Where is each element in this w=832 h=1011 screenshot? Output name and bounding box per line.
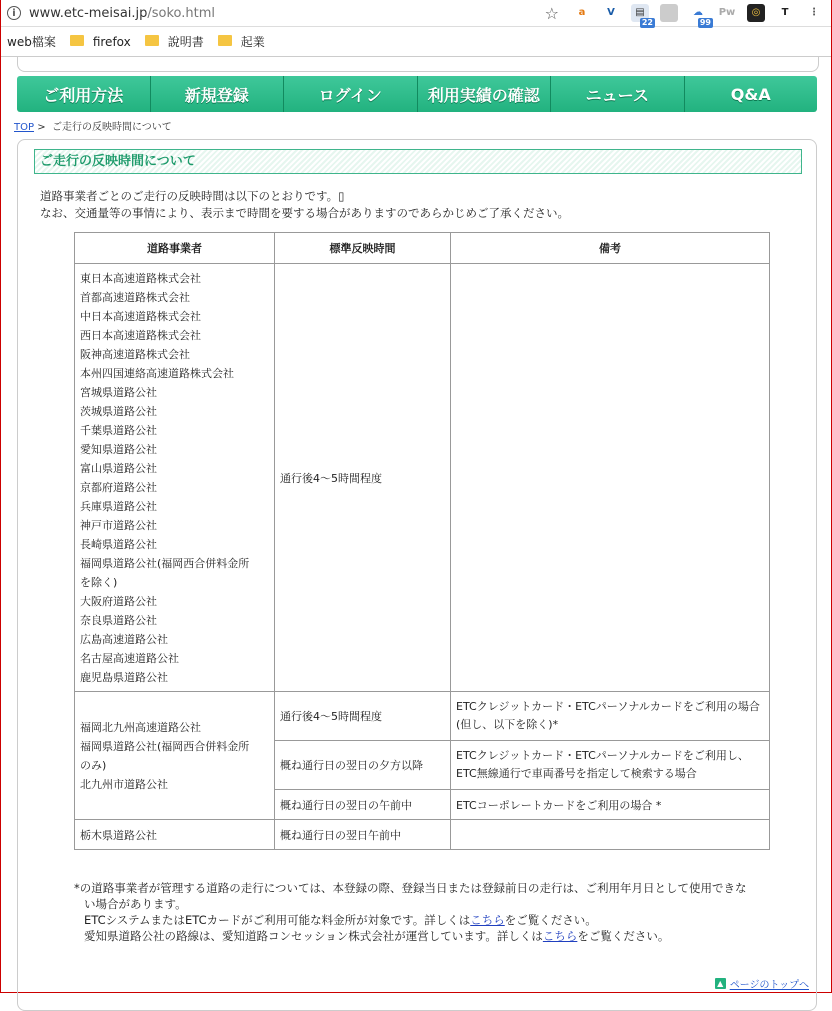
operators-cell: [75, 264, 275, 692]
operator-cell: 栃木県道路公社: [75, 820, 275, 850]
intro-line-2: なお、交通量等の事情により、表示まで時間を要する場合がありますのであらかじめご了承ください。: [40, 206, 569, 220]
bookmarks-bar: [1, 27, 831, 57]
breadcrumb-sep: >: [34, 122, 49, 133]
operator-item: 千葉県道路公社: [80, 423, 157, 437]
bookmark-star-icon[interactable]: ☆: [544, 3, 559, 23]
operator-item: 西日本高速道路株式会社: [80, 328, 201, 342]
operator-item: 本州四国連絡高速道路株式会社: [80, 366, 234, 380]
info-icon[interactable]: i: [7, 6, 21, 20]
operator-item: 鹿児島県道路公社: [80, 670, 168, 684]
address-bar[interactable]: [1, 0, 831, 27]
remark-cell: ETCクレジットカード・ETCパーソナルカードをご利用し、ETC無線通行で車両番号を指定して検索する場合: [451, 741, 770, 790]
main-nav: [17, 76, 817, 112]
header-box: [17, 57, 819, 72]
calendar-icon[interactable]: ▤ 22: [631, 4, 649, 22]
operator-item: 富山県道路公社: [80, 461, 157, 475]
pw-icon[interactable]: Pw: [718, 7, 736, 18]
time-cell: 概ね通行日の翌日の午前中: [275, 790, 451, 820]
up-arrow-icon: ▲: [715, 978, 726, 989]
operator-item: 広島高速道路公社: [80, 632, 168, 646]
operator-item: 福岡県道路公社(福岡西合併料金所: [80, 739, 250, 753]
folder-icon: [218, 35, 232, 46]
header-time: 標準反映時間: [275, 233, 451, 264]
nav-history[interactable]: 利用実績の確認: [418, 76, 552, 112]
content-box: [17, 139, 817, 1011]
breadcrumb-top-link[interactable]: TOP: [14, 122, 35, 133]
time-cell: 概ね通行日の翌日の夕方以降: [275, 741, 451, 790]
footnotes: [74, 880, 804, 944]
weather-icon[interactable]: ☁ 99: [693, 7, 711, 27]
bookmark-firefox[interactable]: firefox: [70, 35, 131, 49]
menu-icon[interactable]: ⋮: [809, 7, 819, 18]
operator-item: 名古屋高速道路公社: [80, 651, 179, 665]
breadcrumb: [14, 118, 831, 133]
remark-cell: ETCクレジットカード・ETCパーソナルカードをご利用の場合(但し、以下を除く)*: [451, 692, 770, 741]
operator-item: 京都府道路公社: [80, 480, 157, 494]
shield-v-icon[interactable]: V: [607, 7, 615, 18]
intro-text: [40, 188, 816, 222]
operator-item: 福岡北九州高速道路公社: [80, 720, 201, 734]
operator-item: 神戸市道路公社: [80, 518, 157, 532]
operator-item: 首都高速道路株式会社: [80, 290, 190, 304]
operator-item: 奈良県道路公社: [80, 613, 157, 627]
operator-item: 中日本高速道路株式会社: [80, 309, 201, 323]
operator-item: 福岡県道路公社(福岡西合併料金所: [80, 556, 250, 570]
page-top-link[interactable]: ▲ ページのトップへ: [715, 976, 809, 991]
operator-item: 北九州市道路公社: [80, 777, 168, 791]
operator-item: 大阪府道路公社: [80, 594, 157, 608]
operator-item: 東日本高速道路株式会社: [80, 271, 201, 285]
remark-cell: [451, 820, 770, 850]
grid-icon[interactable]: [660, 4, 678, 22]
note-2-link[interactable]: こちら: [470, 913, 505, 927]
t-icon[interactable]: T: [781, 7, 789, 18]
note-1-cont: い場合があります。: [84, 897, 187, 911]
note-3: 愛知県道路公社の路線は、愛知道路コンセッション株式会社が運営しています。詳しくはこちらをご覧ください。: [84, 929, 670, 943]
nav-register[interactable]: 新規登録: [151, 76, 285, 112]
operators-cell: [75, 692, 275, 820]
url-text[interactable]: www.etc-meisai.jp/soko.html: [29, 5, 216, 21]
page-title: ご走行の反映時間について: [34, 149, 802, 174]
time-cell: 通行後4〜5時間程度: [275, 692, 451, 741]
breadcrumb-current: ご走行の反映時間について: [51, 122, 172, 133]
intro-line-1: 道路事業者ごとのご走行の反映時間は以下のとおりです。▯: [40, 189, 345, 203]
nav-qa[interactable]: Q&A: [685, 76, 818, 112]
remark-cell: [451, 264, 770, 692]
operator-item: を除く): [80, 575, 118, 589]
note-2: ETCシステムまたはETCカードがご利用可能な料金所が対象です。詳しくはこちらをご覧ください。: [84, 913, 597, 927]
note-3-link[interactable]: こちら: [542, 929, 578, 943]
reflection-time-table: [74, 232, 770, 850]
target-icon[interactable]: ◎: [747, 4, 765, 22]
operator-item: 愛知県道路公社: [80, 442, 157, 456]
operator-item: 兵庫県道路公社: [80, 499, 157, 513]
remark-cell: ETCコーポレートカードをご利用の場合 *: [451, 790, 770, 820]
nav-login[interactable]: ログイン: [284, 76, 418, 112]
time-cell: 概ね通行日の翌日午前中: [275, 820, 451, 850]
folder-icon: [145, 35, 159, 46]
bookmark-web[interactable]: web檔案: [7, 35, 56, 49]
operator-item: 長崎県道路公社: [80, 537, 157, 551]
header-remark: 備考: [451, 233, 770, 264]
operator-item: のみ): [80, 758, 107, 772]
operator-item: 宮城県道路公社: [80, 385, 157, 399]
nav-usage[interactable]: ご利用方法: [17, 76, 151, 112]
header-operator: 道路事業者: [75, 233, 275, 264]
bookmark-startup[interactable]: 起業: [218, 33, 265, 50]
nav-news[interactable]: ニュース: [551, 76, 685, 112]
amazon-icon[interactable]: a: [578, 7, 586, 18]
note-1: *の道路事業者が管理する道路の走行については、本登録の際、登録当日または登録前日の走行は、ご利用年月日として使用できな: [74, 881, 747, 895]
folder-icon: [70, 35, 84, 46]
operator-item: 阪神高速道路株式会社: [80, 347, 190, 361]
bookmark-manual[interactable]: 說明書: [145, 33, 204, 50]
operator-item: 茨城県道路公社: [80, 404, 157, 418]
time-cell: 通行後4〜5時間程度: [275, 264, 451, 692]
